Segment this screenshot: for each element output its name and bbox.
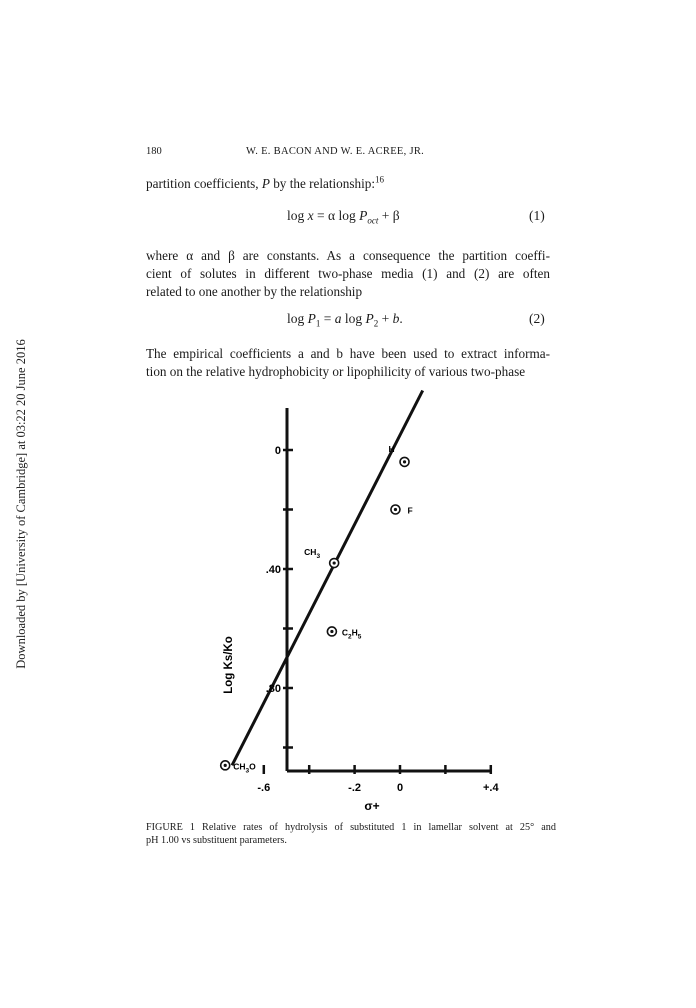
- x-tick-label: 0: [396, 782, 404, 794]
- y-tick-label: 0: [274, 445, 281, 457]
- point-label-part: F: [407, 505, 413, 516]
- paragraph-3-line: tion on the relative hydrophobicity or lipophilicity of various two-phase: [146, 364, 526, 379]
- point-label: [342, 627, 362, 640]
- point-label-part: H: [388, 443, 395, 454]
- caption-line: FIGURE 1 Relative rates of hydrolysis of substituted 1 in lamellar solvent at 25° and: [146, 822, 556, 833]
- chart-y-axis-label: Log Ks/Ko: [223, 636, 235, 694]
- equation-1-rendered: log x = α $\log P_{oct} + \beta$: [287, 208, 400, 226]
- point-label: [407, 506, 412, 516]
- header-authors: W. E. BACON AND W. E. ACREE, JR.: [246, 146, 425, 157]
- chart-tick-labels: [257, 445, 499, 794]
- point-label-part: O: [249, 761, 256, 772]
- figure-caption: [146, 821, 556, 847]
- caption-line: pH 1.00 vs substituent parameters.: [146, 835, 287, 846]
- watermark-text: Downloaded by [University of Cambridge] at 03:22 20 June 2016: [14, 339, 28, 669]
- y-tick-label: .80: [265, 683, 281, 695]
- paragraph-2-line: cient of solutes in different two-phase media (1) and (2) are often: [146, 266, 550, 281]
- paragraph-2-line: where α and β are constants. As a consequence the partition coeffi-: [146, 248, 550, 263]
- paragraph-1-display: partition coefficients, P by the relationship:$^{16}$: [146, 175, 385, 192]
- data-point-dot: [330, 630, 333, 633]
- point-label-part: H: [351, 627, 358, 638]
- point-label-part: C: [341, 627, 349, 638]
- page-number: 180: [146, 146, 162, 157]
- equation-2-number: (2): [529, 311, 545, 326]
- point-label-part: 3: [245, 767, 250, 775]
- data-point-dot: [403, 460, 406, 463]
- chart-x-axis-label: σ+: [364, 799, 380, 813]
- point-label: [304, 547, 320, 560]
- x-tick-label: +.4: [482, 782, 499, 794]
- y-tick-label: .40: [265, 564, 281, 576]
- point-label: [233, 761, 256, 774]
- point-label-part: 5: [357, 633, 362, 641]
- chart-points: [221, 444, 413, 774]
- equation-1-number: (1): [529, 208, 545, 223]
- x-tick-label: -.6: [257, 782, 271, 794]
- x-tick-label: -.2: [348, 782, 362, 794]
- point-label-part: 2: [348, 633, 352, 641]
- equation-2-rendered: $\log P_1 = a$ $\log P_2 + b$.: [287, 311, 403, 329]
- data-point-dot: [394, 508, 397, 511]
- paragraph-2-line: related to one another by the relationship: [146, 284, 363, 299]
- data-point-dot: [224, 764, 227, 767]
- chart-axes: [264, 408, 492, 774]
- point-label-part: 3: [316, 553, 321, 561]
- point-label-part: CH: [233, 761, 246, 772]
- data-point-dot: [333, 561, 336, 564]
- paragraph-3-line: The empirical coefficients a and b have been used to extract informa-: [146, 346, 550, 361]
- point-label: [389, 444, 395, 454]
- point-label-part: CH: [304, 547, 317, 558]
